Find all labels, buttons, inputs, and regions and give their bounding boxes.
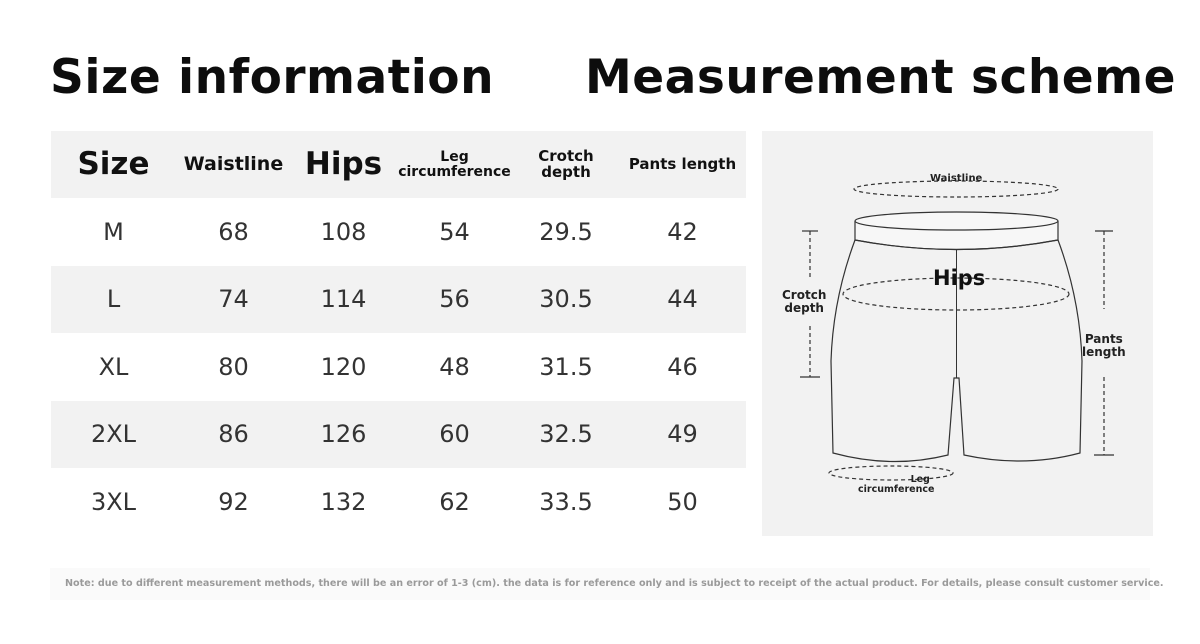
table-row bbox=[51, 333, 746, 401]
header-leg-line1: Leg bbox=[440, 148, 469, 165]
cell-leg-circumference: 62 bbox=[439, 487, 470, 516]
cell-hips: 126 bbox=[320, 420, 367, 449]
cell-leg-circumference: 54 bbox=[439, 217, 470, 246]
scheme-crotch-line2: depth bbox=[784, 300, 824, 315]
scheme-pants-line2: length bbox=[1082, 344, 1126, 359]
cell-size: L bbox=[106, 285, 121, 314]
scheme-pants-length-label bbox=[1082, 333, 1126, 358]
cell-crotch-depth: 33.5 bbox=[539, 487, 593, 516]
header-pants-length: Pants length bbox=[628, 154, 737, 173]
cell-crotch-depth: 31.5 bbox=[539, 352, 593, 381]
cell-pants-length: 50 bbox=[667, 487, 698, 516]
table-row bbox=[51, 401, 746, 469]
header-leg-circumference bbox=[396, 131, 513, 198]
cell-size: M bbox=[103, 217, 124, 246]
cell-pants-length: 42 bbox=[667, 217, 698, 246]
cell-crotch-depth: 30.5 bbox=[539, 285, 593, 314]
size-table bbox=[51, 131, 746, 536]
header-size: Size bbox=[77, 146, 150, 183]
cell-pants-length: 49 bbox=[667, 420, 698, 449]
cell-waistline: 68 bbox=[218, 217, 249, 246]
cell-pants-length: 44 bbox=[667, 285, 698, 314]
cell-hips: 120 bbox=[320, 352, 367, 381]
scheme-waistline-label: Waistline bbox=[930, 173, 983, 184]
header-waistline: Waistline bbox=[183, 152, 284, 175]
cell-hips: 114 bbox=[320, 285, 367, 314]
table-row bbox=[51, 266, 746, 334]
table-row bbox=[51, 198, 746, 266]
cell-leg-circumference: 56 bbox=[439, 285, 470, 314]
header-leg-line2: circumference bbox=[398, 163, 511, 180]
header-hips: Hips bbox=[304, 146, 383, 183]
cell-leg-circumference: 48 bbox=[439, 352, 470, 381]
measurement-scheme-panel bbox=[762, 131, 1153, 536]
header-crotch-depth bbox=[513, 131, 619, 198]
cell-hips: 108 bbox=[320, 217, 367, 246]
scheme-pants-line1: Pants bbox=[1084, 332, 1123, 346]
scheme-leg-line1: Leg bbox=[910, 474, 930, 485]
waistband-top bbox=[855, 212, 1058, 230]
cell-size: XL bbox=[98, 352, 129, 381]
cell-crotch-depth: 29.5 bbox=[539, 217, 593, 246]
measurement-scheme-title: Measurement scheme bbox=[585, 50, 1177, 105]
scheme-crotch-line1: Crotch bbox=[782, 288, 827, 302]
header-crotch-line2: depth bbox=[541, 162, 591, 181]
cell-size: 3XL bbox=[90, 487, 137, 516]
cell-size: 2XL bbox=[90, 420, 137, 449]
scheme-leg-circumference-label bbox=[858, 475, 934, 495]
disclaimer-note: Note: due to different measurement methods, there will be an error of 1-3 (cm). the data is for reference only and is subject to receipt of the actual product. For details, please consult customer service. bbox=[50, 568, 1150, 600]
table-header-row bbox=[51, 131, 746, 198]
scheme-hips-label: Hips bbox=[933, 266, 986, 290]
cell-hips: 132 bbox=[320, 487, 367, 516]
cell-waistline: 92 bbox=[218, 487, 249, 516]
cell-waistline: 86 bbox=[218, 420, 249, 449]
scheme-crotch-depth-label bbox=[782, 289, 826, 314]
size-information-title: Size information bbox=[50, 50, 495, 105]
cell-crotch-depth: 32.5 bbox=[539, 420, 593, 449]
scheme-leg-line2: circumference bbox=[858, 483, 935, 495]
table-row bbox=[51, 468, 746, 536]
cell-waistline: 80 bbox=[218, 352, 249, 381]
header-crotch-line1: Crotch bbox=[538, 146, 594, 165]
cell-leg-circumference: 60 bbox=[439, 420, 470, 449]
cell-waistline: 74 bbox=[218, 285, 249, 314]
cell-pants-length: 46 bbox=[667, 352, 698, 381]
